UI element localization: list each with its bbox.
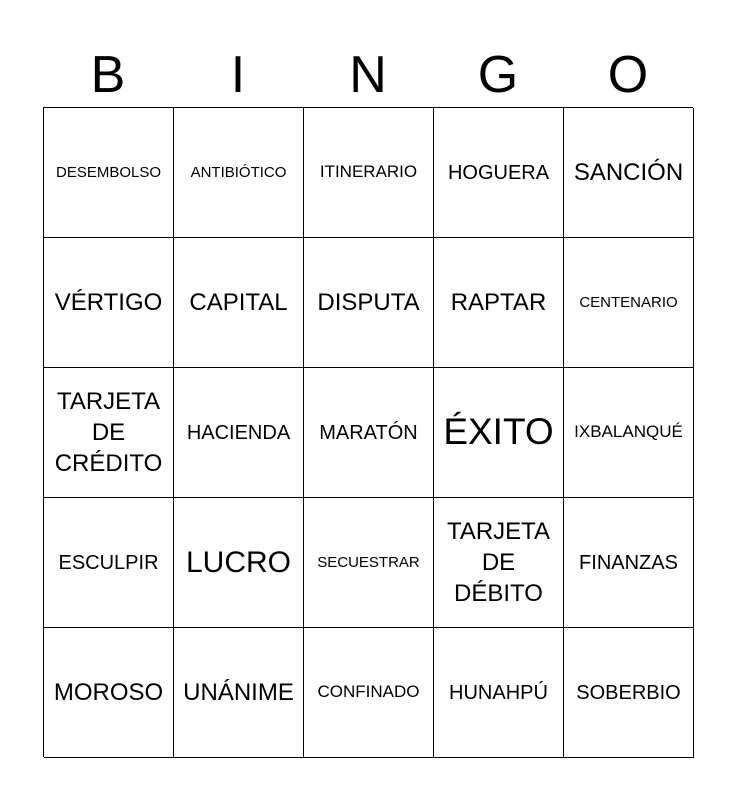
header-letter-b: B xyxy=(90,46,126,104)
header-letter-o: O xyxy=(607,46,649,104)
bingo-cell[interactable]: CONFINADO xyxy=(304,628,434,758)
bingo-cell[interactable]: MOROSO xyxy=(44,628,174,758)
bingo-cell[interactable]: RAPTAR xyxy=(434,238,564,368)
bingo-cell[interactable]: ÉXITO xyxy=(434,368,564,498)
bingo-cell[interactable]: SANCIÓN xyxy=(564,108,694,238)
bingo-cell[interactable]: IXBALANQUÉ xyxy=(564,368,694,498)
bingo-cell[interactable]: HUNAHPÚ xyxy=(434,628,564,758)
bingo-cell[interactable]: MARATÓN xyxy=(304,368,434,498)
bingo-cell[interactable]: ITINERARIO xyxy=(304,108,434,238)
bingo-cell[interactable]: DISPUTA xyxy=(304,238,434,368)
bingo-header xyxy=(43,44,693,106)
bingo-card-grid xyxy=(43,107,693,757)
header-letter-i: I xyxy=(230,46,246,104)
bingo-cell[interactable]: SOBERBIO xyxy=(564,628,694,758)
bingo-cell[interactable]: ANTIBIÓTICO xyxy=(174,108,304,238)
bingo-cell[interactable]: HACIENDA xyxy=(174,368,304,498)
bingo-cell[interactable]: CENTENARIO xyxy=(564,238,694,368)
bingo-cell[interactable]: VÉRTIGO xyxy=(44,238,174,368)
bingo-cell[interactable]: UNÁNIME xyxy=(174,628,304,758)
bingo-cell[interactable]: TARJETA DE DÉBITO xyxy=(434,498,564,628)
header-letter-g: G xyxy=(477,46,519,104)
bingo-cell[interactable]: FINANZAS xyxy=(564,498,694,628)
bingo-cell[interactable]: LUCRO xyxy=(174,498,304,628)
bingo-cell[interactable]: HOGUERA xyxy=(434,108,564,238)
bingo-cell[interactable]: SECUESTRAR xyxy=(304,498,434,628)
bingo-cell[interactable]: ESCULPIR xyxy=(44,498,174,628)
bingo-cell[interactable]: CAPITAL xyxy=(174,238,304,368)
header-letter-n: N xyxy=(349,46,387,104)
bingo-cell[interactable]: DESEMBOLSO xyxy=(44,108,174,238)
bingo-cell[interactable]: TARJETA DE CRÉDITO xyxy=(44,368,174,498)
